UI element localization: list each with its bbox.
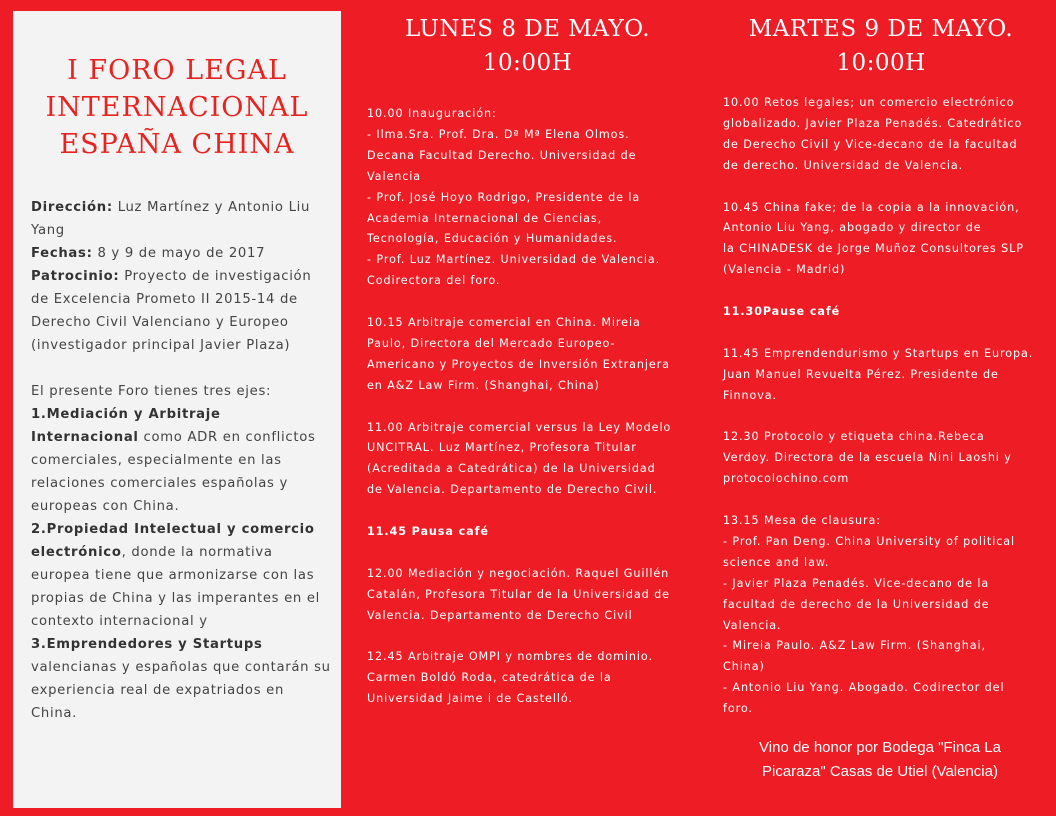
schedule-line: 10.00 Retos legales; un comercio electrónico <box>723 96 1015 109</box>
direccion-paragraph <box>31 196 331 242</box>
fechas-paragraph <box>31 242 331 265</box>
monday-heading-line: 10:00H <box>482 50 573 76</box>
schedule-spacer <box>723 177 1053 198</box>
ejes-intro: El presente Foro tienes tres ejes: <box>31 384 272 399</box>
schedule-line: Valencia. <box>723 618 782 632</box>
schedule-line: (Valencia - Madrid) <box>723 263 846 277</box>
eje-3-text: valencianas y españolas que contarán su experiencia real de expatriados en China. <box>31 660 331 721</box>
eje-1 <box>31 403 331 518</box>
schedule-line: 10.15 Arbitraje comercial en China. Mireia <box>367 316 641 330</box>
schedule-line: Valencia <box>367 169 422 183</box>
vino-line: Vino de honor por Bodega "Finca La <box>759 739 1001 756</box>
schedule-line: China) <box>723 660 765 674</box>
schedule-line: Antonio Liu Yang, abogado y director de <box>723 221 982 235</box>
patrocinio-value: Proyecto de investigación de Excelencia Prometo II 2015-14 de Derecho Civil Valenciano y Europeo (investigador principal Javier Plaza) <box>31 269 312 353</box>
fechas-label: Fechas: <box>31 246 93 261</box>
schedule-spacer <box>723 490 1053 511</box>
vino-de-honor <box>722 736 1038 784</box>
schedule-spacer <box>367 292 687 313</box>
patrocinio-paragraph <box>31 265 331 357</box>
schedule-line: 12.45 Arbitraje OMPI y nombres de dominio. <box>367 650 653 664</box>
schedule-line: Tecnología, Educación y Humanidades. <box>367 232 618 246</box>
schedule-spacer <box>723 407 1053 428</box>
eje-1-title: 1.Mediación y Arbitraje Internacional <box>31 407 221 445</box>
schedule-spacer <box>367 397 687 418</box>
eje-3 <box>31 633 331 725</box>
forum-title <box>13 52 341 163</box>
schedule-break <box>367 522 687 543</box>
schedule-line: Catalán, Profesora Titular de la Universidad de <box>367 587 670 601</box>
title-line: ESPAÑA CHINA <box>59 129 295 160</box>
monday-schedule <box>367 104 687 710</box>
schedule-line: Universidad Jaime i de Castelló. <box>367 692 573 706</box>
fechas-value: 8 y 9 de mayo de 2017 <box>92 246 266 261</box>
eje-2-text: , donde la normativa europea tiene que armonizarse con las propias de China y las imperantes en el contexto internacional y <box>31 545 321 629</box>
schedule-line: de Valencia. Departamento de Derecho Civil. <box>367 483 658 497</box>
tuesday-schedule <box>723 93 1053 720</box>
schedule-line: 13.15 Mesa de clausura: <box>723 514 881 528</box>
vino-line: Picaraza" Casas de Utiel (Valencia) <box>762 763 998 780</box>
schedule-line: foro. <box>723 702 753 716</box>
schedule-line: Americano y Proyectos de Inversión Extranjera <box>367 357 670 371</box>
schedule-line: Finnova. <box>723 388 777 402</box>
eje-3-title: 3.Emprendedores y Startups <box>31 637 263 652</box>
schedule-line: Valencia. Departamento de Derecho Civil <box>367 608 633 622</box>
schedule-line: Paulo, Directora del Mercado Europeo- <box>367 336 616 350</box>
schedule-line: - Antonio Liu Yang. Abogado. Codirector del <box>723 681 1005 695</box>
schedule-break <box>723 302 1053 323</box>
patrocinio-label: Patrocinio: <box>31 269 120 284</box>
schedule-line: (Acreditada a Catedrática) de la Universidad <box>367 462 656 476</box>
direccion-value: Luz Martínez y Antonio Liu Yang <box>31 200 311 238</box>
schedule-line: Decana Facultad Derecho. Universidad de <box>367 148 637 162</box>
monday-heading-line: LUNES 8 DE MAYO. <box>404 16 651 42</box>
schedule-line: Academia Internacional de Ciencias, <box>367 211 603 225</box>
monday-heading <box>355 12 700 80</box>
schedule-spacer <box>723 281 1053 302</box>
schedule-line: UNCITRAL. Luz Martínez, Profesora Titular <box>367 441 637 455</box>
forum-details <box>31 196 331 725</box>
schedule-line: globalizado. Javier Plaza Penadés. Catedrático <box>723 116 1023 130</box>
schedule-line: en A&Z Law Firm. (Shanghai, China) <box>367 378 600 392</box>
tuesday-heading <box>712 12 1050 80</box>
title-line: I FORO LEGAL <box>67 55 287 86</box>
schedule-line: Codirectora del foro. <box>367 274 501 288</box>
schedule-line: 12.30 Protocolo y etiqueta china.Rebeca <box>723 430 985 444</box>
schedule-line: de derecho. Universidad de Valencia. <box>723 158 964 172</box>
schedule-line: - Prof. Luz Martínez. Universidad de Valencia. <box>367 253 661 267</box>
eje-2-title: 2.Propiedad Intelectual y comercio electrónico <box>31 522 315 560</box>
schedule-line: 11.00 Arbitraje comercial versus la Ley Modelo <box>367 420 672 434</box>
tuesday-heading-line: MARTES 9 DE MAYO. <box>748 16 1014 42</box>
break-label: 11.45 Pausa café <box>367 525 489 539</box>
schedule-line: - Javier Plaza Penadés. Vice-decano de la <box>723 576 990 590</box>
eje-2 <box>31 518 331 633</box>
schedule-line: de Derecho Civil y Vice-decano de la facultad <box>723 137 1018 151</box>
schedule-line: facultad de derecho de la Universidad de <box>723 597 990 611</box>
schedule-line: Juan Manuel Revuelta Pérez. Presidente de <box>723 367 999 381</box>
schedule-line: - Prof. José Hoyo Rodrigo, Presidente de la <box>367 190 641 204</box>
direccion-label: Dirección: <box>31 200 113 215</box>
schedule-line: - Ilma.Sra. Prof. Dra. Dª Mª Elena Olmos. <box>367 127 630 141</box>
eje-1-text: como ADR en conflictos comerciales, especialmente en las relaciones comerciales españolas y europeas con China. <box>31 430 316 514</box>
schedule-line: Carmen Boldó Roda, catedrática de la <box>367 671 612 685</box>
schedule-spacer <box>367 543 687 564</box>
schedule-line: la CHINADESK de Jorge Muñoz Consultores SLP <box>723 242 1024 256</box>
schedule-line: science and law. <box>723 555 830 569</box>
schedule-line: 11.45 Emprendendurismo y Startups en Europa. <box>723 346 1034 360</box>
schedule-line: protocolochino.com <box>723 472 850 486</box>
schedule-spacer <box>723 323 1053 344</box>
break-label: 11.30Pause café <box>723 305 841 319</box>
title-line: INTERNACIONAL <box>45 92 309 123</box>
schedule-line: 10.00 Inauguración: <box>367 107 497 120</box>
schedule-spacer <box>367 627 687 648</box>
schedule-line: 12.00 Mediación y negociación. Raquel Guillén <box>367 566 670 580</box>
tuesday-heading-line: 10:00H <box>836 50 926 76</box>
schedule-line: - Prof. Pan Deng. China University of political <box>723 534 1016 548</box>
schedule-spacer <box>367 501 687 522</box>
schedule-line: - Mireia Paulo. A&Z Law Firm. (Shanghai, <box>723 639 986 653</box>
schedule-line: 10.45 China fake; de la copia a la innovación, <box>723 200 1020 214</box>
schedule-line: Verdoy. Directora de la escuela Nini Laoshi y <box>723 451 1012 465</box>
